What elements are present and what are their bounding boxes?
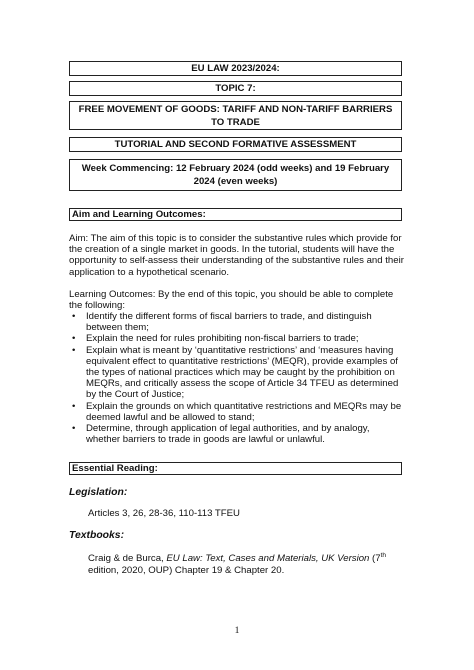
aims-heading: Aim and Learning Outcomes: [72, 209, 206, 220]
outcomes-intro: Learning Outcomes: By the end of this topic, you should be able to complete the following: [69, 289, 394, 312]
list-item: • Explain the grounds on which quantitative restrictions and MEQRs may be deemed lawful and be allowed to stand; [72, 400, 402, 423]
bullet-icon: • [72, 311, 76, 322]
textbook-details: edition, 2020, OUP) Chapter 19 & Chapter 20. [88, 564, 285, 576]
course-box [69, 61, 402, 76]
outcomes-list [69, 311, 405, 445]
textbook-reference [88, 550, 408, 576]
list-item: • Identify the different forms of fiscal barriers to trade, and distinguish between them; [72, 311, 372, 334]
topic-box [69, 81, 402, 96]
aims-heading-box [69, 208, 402, 221]
topic-number: TOPIC 7: [215, 83, 256, 94]
reading-heading-box [69, 462, 402, 475]
topic-title-box [69, 101, 402, 130]
bullet-icon: • [72, 344, 76, 356]
assessment-title: TUTORIAL AND SECOND FORMATIVE ASSESSMENT [114, 139, 357, 150]
topic-title: FREE MOVEMENT OF GOODS: TARIFF AND NON-TARIFF BARRIERS TO TRADE [78, 104, 393, 128]
week-commencing: Week Commencing: 12 February 2024 (odd weeks) and 19 February 2024 (even weeks) [81, 163, 390, 187]
legislation-heading: Legislation: [69, 487, 128, 498]
textbook-authors: Craig & de Burca, [88, 553, 167, 565]
course-title: EU LAW 2023/2024: [191, 63, 280, 74]
aim-paragraph: Aim: The aim of this topic is to consider the substantive rules which provide for the creation of a single market in goods. In the tutorial, students will have the opportunity to self-assess their understanding of the substantive rules and their application to a hypothetical scenario. [69, 233, 404, 278]
list-item: • Explain what is meant by ‘quantitative restrictions’ and ‘measures having equivalent effect to quantitative restrictions’ (MEQR), provide examples of the types of national practices which may be caught by the prohibition on MEQRs, and critically assess the scope of Article 34 TFEU as determined by the Court of Justice; [72, 344, 399, 401]
list-item: • Determine, through application of legal authorities, and by analogy, whether barriers to trade in goods are lawful or unlawful. [72, 423, 370, 446]
textbook-edition-sup: th [380, 552, 386, 559]
textbooks-heading: Textbooks: [69, 530, 125, 541]
legislation-text: Articles 3, 26, 28-36, 110-113 TFEU [88, 508, 240, 519]
page-number: 1 [234, 625, 240, 636]
bullet-icon: • [72, 423, 76, 435]
bullet-icon: • [72, 333, 76, 345]
textbook-title: EU Law: Text, Cases and Materials, UK Version [166, 553, 370, 565]
bullet-icon: • [72, 400, 76, 412]
assessment-box [69, 137, 402, 152]
textbook-edition: (7 [369, 553, 381, 565]
week-box [69, 159, 402, 191]
reading-heading: Essential Reading: [72, 463, 158, 474]
list-item: • Explain the need for rules prohibiting non-fiscal barriers to trade; [72, 333, 359, 345]
